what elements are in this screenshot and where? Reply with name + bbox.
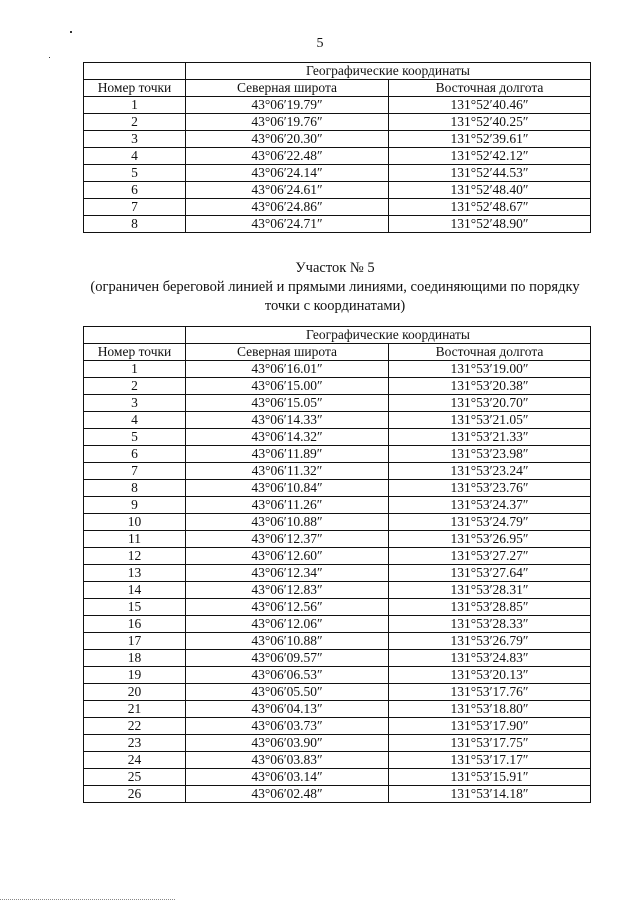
latitude-cell: 43°06′11.26″ [186, 497, 389, 514]
point-number-cell: 4 [84, 148, 186, 165]
point-number-cell: 26 [84, 786, 186, 803]
group-header: Географические координаты [186, 63, 591, 80]
point-number-cell: 19 [84, 667, 186, 684]
latitude-cell: 43°06′03.14″ [186, 769, 389, 786]
point-number-cell: 11 [84, 531, 186, 548]
point-number-cell: 16 [84, 616, 186, 633]
point-number-cell: 7 [84, 199, 186, 216]
coordinates-table-1 [83, 62, 591, 233]
point-number-cell: 9 [84, 497, 186, 514]
point-number-cell: 8 [84, 216, 186, 233]
table-row [84, 412, 591, 429]
point-number-cell: 18 [84, 650, 186, 667]
longitude-cell: 131°52′48.90″ [389, 216, 591, 233]
point-number-cell: 1 [84, 97, 186, 114]
latitude-cell: 43°06′19.79″ [186, 97, 389, 114]
longitude-cell: 131°53′23.76″ [389, 480, 591, 497]
point-number-cell: 3 [84, 131, 186, 148]
scan-speck [70, 31, 72, 33]
longitude-cell: 131°53′27.27″ [389, 548, 591, 565]
longitude-cell: 131°53′19.00″ [389, 361, 591, 378]
latitude-cell: 43°06′24.71″ [186, 216, 389, 233]
latitude-cell: 43°06′12.56″ [186, 599, 389, 616]
point-number-cell: 2 [84, 114, 186, 131]
column-header-latitude: Северная широта [186, 344, 389, 361]
latitude-cell: 43°06′15.05″ [186, 395, 389, 412]
table-row [84, 735, 591, 752]
coordinates-table-2 [83, 326, 591, 803]
table-row [84, 650, 591, 667]
longitude-cell: 131°53′28.85″ [389, 599, 591, 616]
longitude-cell: 131°52′48.67″ [389, 199, 591, 216]
scan-footer-mark [0, 899, 175, 902]
table-row [84, 429, 591, 446]
point-number-cell: 3 [84, 395, 186, 412]
table-row [84, 361, 591, 378]
table-row [84, 752, 591, 769]
table-row [84, 378, 591, 395]
blank-header-cell [84, 327, 186, 344]
table-row [84, 786, 591, 803]
table-row [84, 514, 591, 531]
longitude-cell: 131°53′20.13″ [389, 667, 591, 684]
point-number-cell: 5 [84, 429, 186, 446]
latitude-cell: 43°06′22.48″ [186, 148, 389, 165]
column-header-longitude: Восточная долгота [389, 80, 591, 97]
latitude-cell: 43°06′12.06″ [186, 616, 389, 633]
column-header-longitude: Восточная долгота [389, 344, 591, 361]
point-number-cell: 5 [84, 165, 186, 182]
table-row [84, 548, 591, 565]
table-row [84, 633, 591, 650]
column-header-latitude: Северная широта [186, 80, 389, 97]
longitude-cell: 131°53′21.05″ [389, 412, 591, 429]
latitude-cell: 43°06′06.53″ [186, 667, 389, 684]
longitude-cell: 131°53′23.98″ [389, 446, 591, 463]
latitude-cell: 43°06′12.34″ [186, 565, 389, 582]
point-number-cell: 15 [84, 599, 186, 616]
point-number-cell: 7 [84, 463, 186, 480]
latitude-cell: 43°06′12.37″ [186, 531, 389, 548]
table-row [84, 582, 591, 599]
table-row [84, 616, 591, 633]
section-description-line2: точки с координатами) [264, 298, 406, 314]
point-number-cell: 13 [84, 565, 186, 582]
table-row [84, 131, 591, 148]
longitude-cell: 131°52′48.40″ [389, 182, 591, 199]
longitude-cell: 131°53′26.95″ [389, 531, 591, 548]
scan-speck [49, 57, 50, 58]
latitude-cell: 43°06′03.73″ [186, 718, 389, 735]
longitude-cell: 131°53′24.83″ [389, 650, 591, 667]
table-row [84, 165, 591, 182]
group-header: Географические координаты [186, 327, 591, 344]
point-number-cell: 25 [84, 769, 186, 786]
point-number-cell: 8 [84, 480, 186, 497]
longitude-cell: 131°53′20.38″ [389, 378, 591, 395]
longitude-cell: 131°53′26.79″ [389, 633, 591, 650]
table-row [84, 97, 591, 114]
latitude-cell: 43°06′10.84″ [186, 480, 389, 497]
latitude-cell: 43°06′03.83″ [186, 752, 389, 769]
table-row [84, 531, 591, 548]
latitude-cell: 43°06′05.50″ [186, 684, 389, 701]
longitude-cell: 131°52′40.46″ [389, 97, 591, 114]
table-row [84, 480, 591, 497]
table-row [84, 114, 591, 131]
latitude-cell: 43°06′09.57″ [186, 650, 389, 667]
latitude-cell: 43°06′20.30″ [186, 131, 389, 148]
latitude-cell: 43°06′11.89″ [186, 446, 389, 463]
point-number-cell: 12 [84, 548, 186, 565]
column-header-point: Номер точки [84, 80, 186, 97]
longitude-cell: 131°53′28.33″ [389, 616, 591, 633]
table-body [84, 361, 591, 803]
longitude-cell: 131°53′28.31″ [389, 582, 591, 599]
longitude-cell: 131°52′40.25″ [389, 114, 591, 131]
table-row [84, 667, 591, 684]
point-number-cell: 24 [84, 752, 186, 769]
longitude-cell: 131°52′39.61″ [389, 131, 591, 148]
blank-header-cell [84, 63, 186, 80]
point-number-cell: 23 [84, 735, 186, 752]
longitude-cell: 131°53′14.18″ [389, 786, 591, 803]
longitude-cell: 131°52′44.53″ [389, 165, 591, 182]
table-row [84, 148, 591, 165]
table-row [84, 565, 591, 582]
point-number-cell: 20 [84, 684, 186, 701]
longitude-cell: 131°52′42.12″ [389, 148, 591, 165]
latitude-cell: 43°06′02.48″ [186, 786, 389, 803]
longitude-cell: 131°53′21.33″ [389, 429, 591, 446]
longitude-cell: 131°53′17.90″ [389, 718, 591, 735]
table-body [84, 97, 591, 233]
point-number-cell: 2 [84, 378, 186, 395]
table-row [84, 718, 591, 735]
point-number-cell: 22 [84, 718, 186, 735]
table-row [84, 182, 591, 199]
column-header-point: Номер точки [84, 344, 186, 361]
table-row [84, 701, 591, 718]
latitude-cell: 43°06′03.90″ [186, 735, 389, 752]
point-number-cell: 4 [84, 412, 186, 429]
longitude-cell: 131°53′15.91″ [389, 769, 591, 786]
table-row [84, 684, 591, 701]
longitude-cell: 131°53′20.70″ [389, 395, 591, 412]
table-row [84, 446, 591, 463]
longitude-cell: 131°53′17.17″ [389, 752, 591, 769]
point-number-cell: 17 [84, 633, 186, 650]
table-row [84, 463, 591, 480]
latitude-cell: 43°06′11.32″ [186, 463, 389, 480]
table-row [84, 199, 591, 216]
table-row [84, 599, 591, 616]
latitude-cell: 43°06′10.88″ [186, 514, 389, 531]
longitude-cell: 131°53′17.75″ [389, 735, 591, 752]
section-description-line1: (ограничен береговой линией и прямыми линиями, соединяющими по порядку [90, 279, 580, 295]
point-number-cell: 6 [84, 182, 186, 199]
point-number-cell: 10 [84, 514, 186, 531]
latitude-cell: 43°06′14.32″ [186, 429, 389, 446]
longitude-cell: 131°53′27.64″ [389, 565, 591, 582]
table-row [84, 216, 591, 233]
latitude-cell: 43°06′04.13″ [186, 701, 389, 718]
latitude-cell: 43°06′10.88″ [186, 633, 389, 650]
longitude-cell: 131°53′24.79″ [389, 514, 591, 531]
latitude-cell: 43°06′24.14″ [186, 165, 389, 182]
point-number-cell: 14 [84, 582, 186, 599]
longitude-cell: 131°53′17.76″ [389, 684, 591, 701]
latitude-cell: 43°06′12.83″ [186, 582, 389, 599]
table-row [84, 497, 591, 514]
latitude-cell: 43°06′16.01″ [186, 361, 389, 378]
point-number-cell: 6 [84, 446, 186, 463]
section-heading [70, 259, 600, 316]
point-number-cell: 1 [84, 361, 186, 378]
section-title: Участок № 5 [295, 260, 375, 276]
latitude-cell: 43°06′15.00″ [186, 378, 389, 395]
longitude-cell: 131°53′18.80″ [389, 701, 591, 718]
table-row [84, 769, 591, 786]
longitude-cell: 131°53′23.24″ [389, 463, 591, 480]
longitude-cell: 131°53′24.37″ [389, 497, 591, 514]
latitude-cell: 43°06′19.76″ [186, 114, 389, 131]
point-number-cell: 21 [84, 701, 186, 718]
table-row [84, 395, 591, 412]
latitude-cell: 43°06′24.86″ [186, 199, 389, 216]
latitude-cell: 43°06′24.61″ [186, 182, 389, 199]
latitude-cell: 43°06′14.33″ [186, 412, 389, 429]
page-number: 5 [316, 36, 324, 51]
latitude-cell: 43°06′12.60″ [186, 548, 389, 565]
